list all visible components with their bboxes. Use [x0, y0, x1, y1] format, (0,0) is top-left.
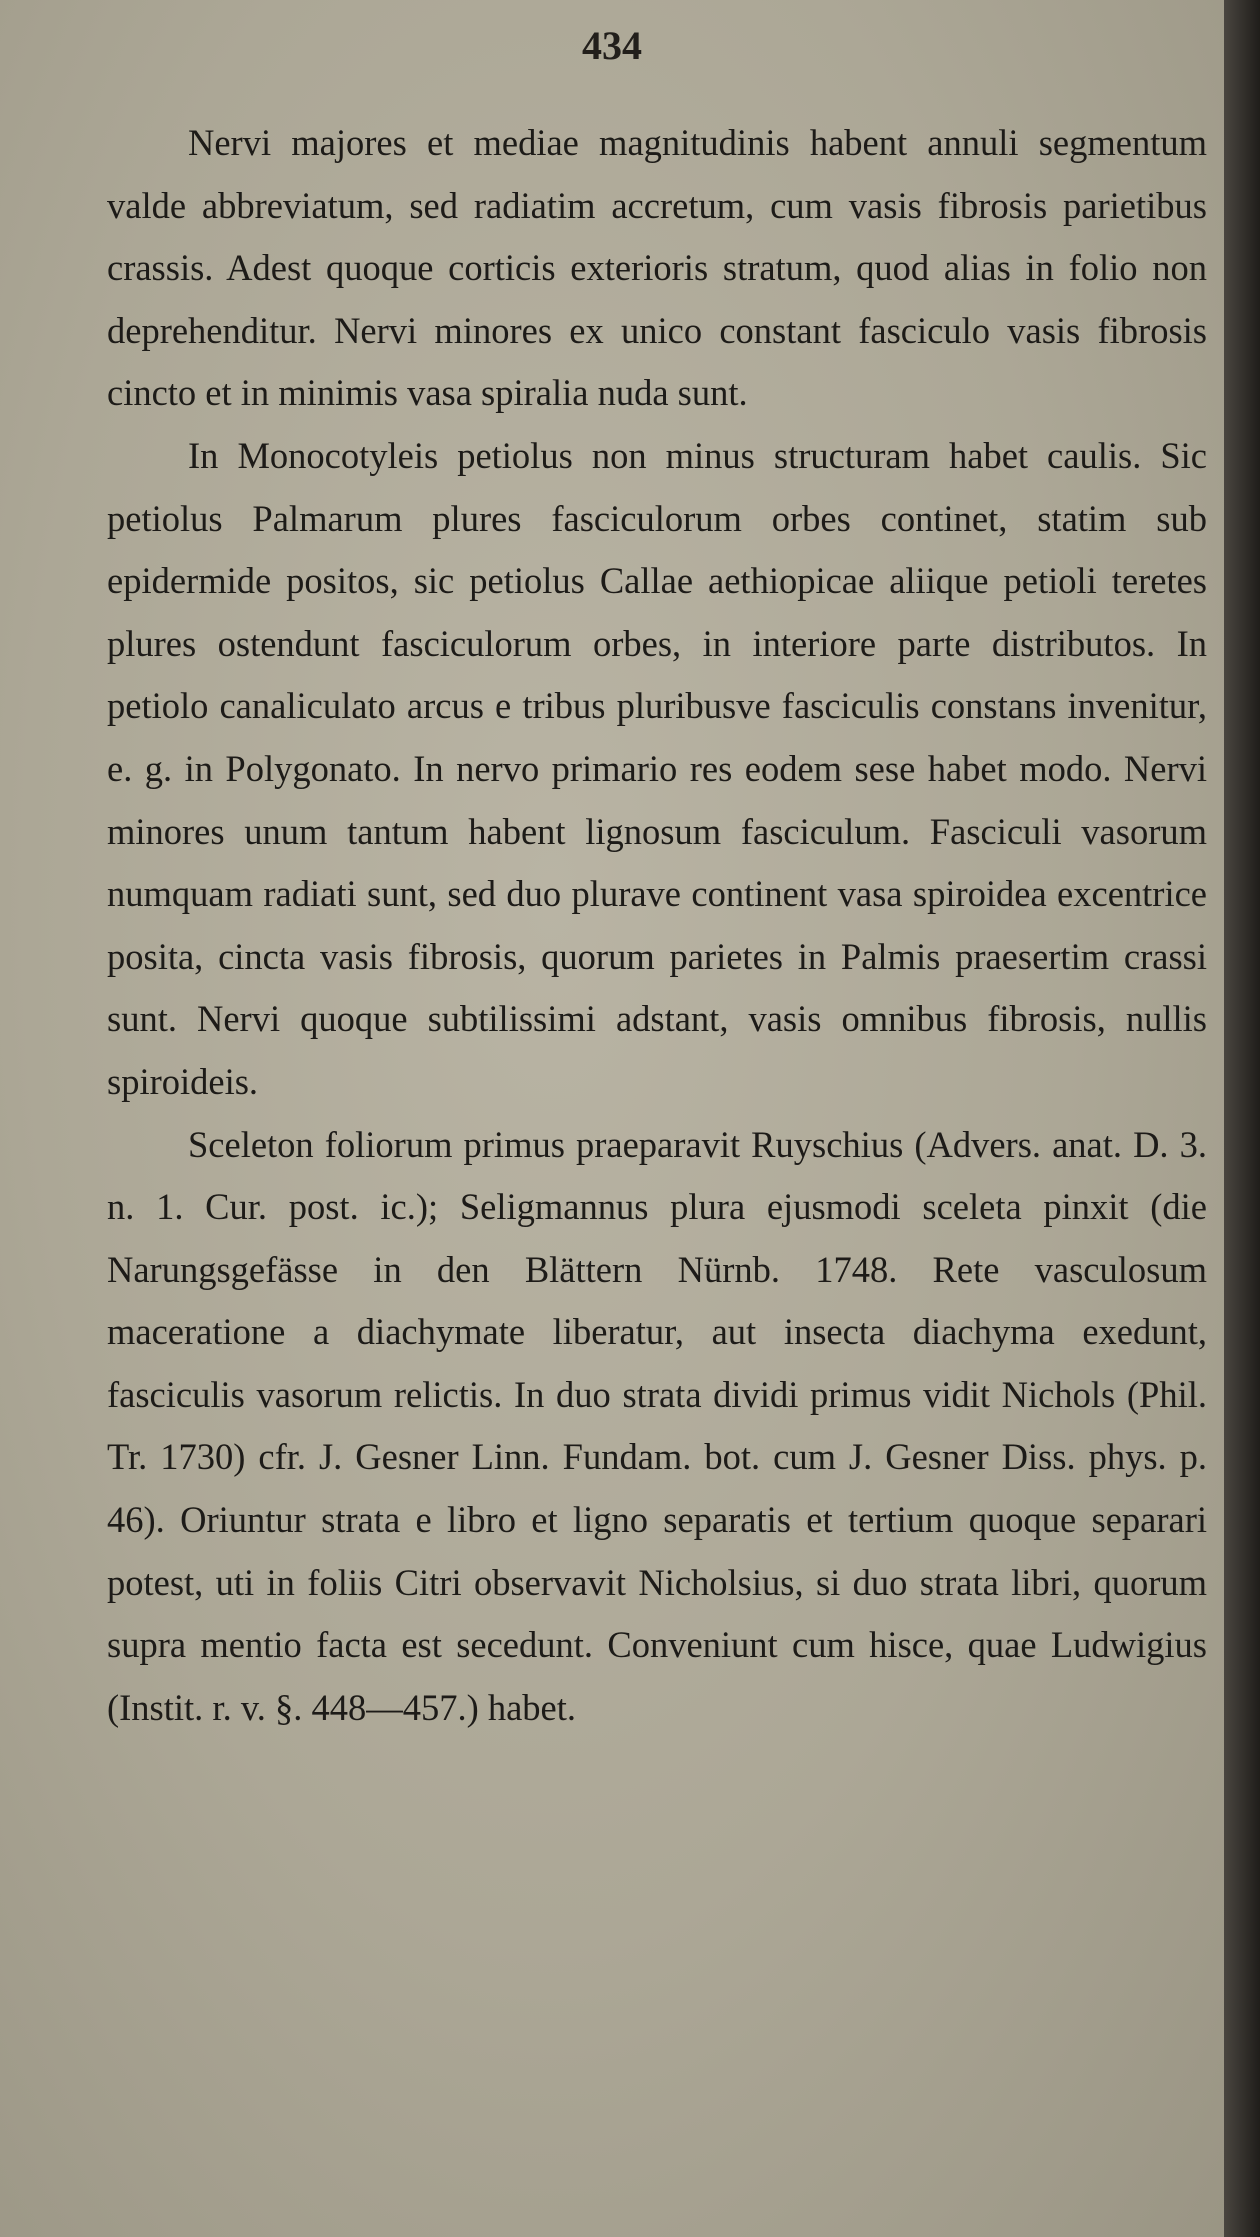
- body-text: [107, 112, 1207, 1739]
- paragraph-sceleton: Sceleton foliorum primus praeparavit Ruyschius (Advers. anat. D. 3. n. 1. Cur. post. ic.); Seligmannus plura ejusmodi sceleta pinxit (die Narungsgefässe in den Blättern Nürnb. 1748. Rete vasculosum maceratione a diachymate liberatur, aut insecta diachyma exedunt, fasciculis vasorum relictis. In duo strata dividi primus vidit Nichols (Phil. Tr. 1730) cfr. J. Gesner Linn. Fundam. bot. cum J. Gesner Diss. phys. p. 46). Oriuntur strata e libro et ligno separatis et tertium quoque separari potest, uti in foliis Citri observavit Nicholsius, si duo strata libri, quorum supra mentio facta est secedunt. Conveniunt cum hisce, quae Ludwigius (Instit. r. v. §. 448—457.) habet.: [107, 1123, 1207, 1728]
- paragraph-nervi: Nervi majores et mediae magnitudinis habent annuli segmentum valde abbreviatum, sed radiatim accretum, cum vasis fibrosis parietibus crassis. Adest quoque corticis exterioris stratum, quod alias in folio non deprehenditur. Nervi minores ex unico constant fasciculo vasis fibrosis cincto et in minimis vasa spiralia nuda sunt.: [107, 122, 1207, 414]
- page-edge-shadow: [1224, 0, 1260, 2237]
- page-number: 434: [582, 23, 642, 68]
- paragraph-monocotyleis: In Monocotyleis petiolus non minus structuram habet caulis. Sic petiolus Palmarum plures fasciculorum orbes continet, statim sub epidermide positos, sic petiolus Callae aethiopicae aliique petioli teretes plures ostendunt fasciculorum orbes, in interiore parte distributos. In petiolo canaliculato arcus e tribus pluribusve fasciculis constans invenitur, e. g. in Polygonato. In nervo primario res eodem sese habet modo. Nervi minores unum tantum habent lignosum fasciculum. Fasciculi vasorum numquam radiati sunt, sed duo plurave continent vasa spiroidea excentrice posita, cincta vasis fibrosis, quorum parietes in Palmis praesertim crassi sunt. Nervi quoque subtilissimi adstant, vasis omnibus fibrosis, nullis spiroideis.: [107, 434, 1207, 1102]
